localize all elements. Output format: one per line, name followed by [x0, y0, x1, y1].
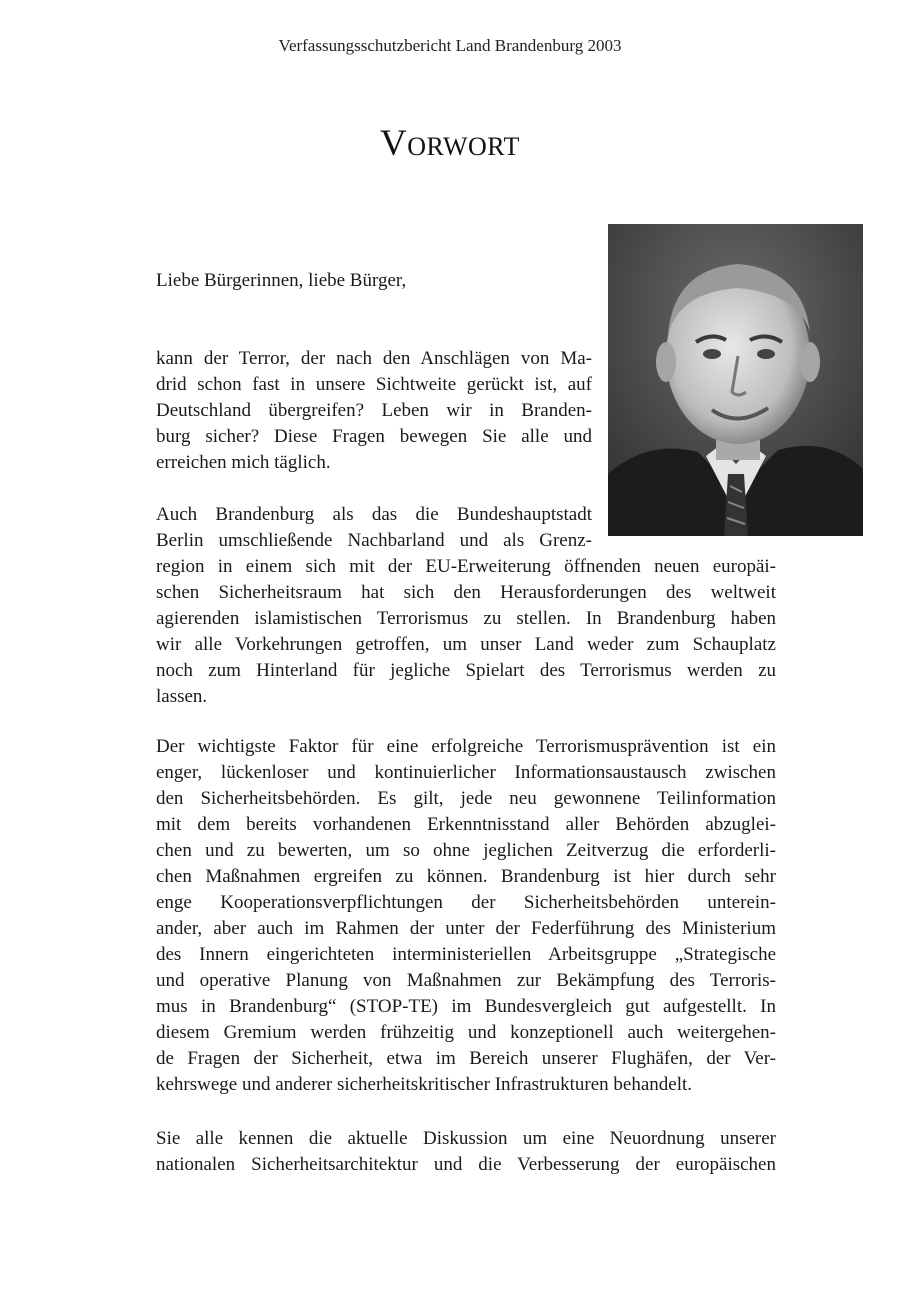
text-line: enge Kooperationsverpflichtungen der Sicherheitsbehörden unterein- — [156, 892, 776, 913]
text-line: burg sicher? Diese Fragen bewegen Sie alle und — [156, 426, 592, 447]
paragraph-1 — [156, 346, 592, 476]
text-line: Auch Brandenburg als das die Bundeshauptstadt — [156, 504, 592, 525]
portrait-icon — [608, 224, 863, 536]
text-line: agierenden islamistischen Terrorismus zu stellen. In Brandenburg haben — [156, 608, 776, 629]
running-header: Verfassungsschutzbericht Land Brandenburg 2003 — [278, 36, 622, 55]
text-line: kehrswege und anderer sicherheitskritischer Infrastrukturen behandelt. — [156, 1074, 693, 1095]
text-line: Sie alle kennen die aktuelle Diskussion um eine Neuordnung unserer — [156, 1128, 776, 1149]
paragraph-4 — [156, 1126, 776, 1178]
text-line: ander, aber auch im Rahmen der unter der Federführung des Ministerium — [156, 918, 776, 939]
page-title: Vorwort — [380, 123, 520, 164]
salutation: Liebe Bürgerinnen, liebe Bürger, — [156, 270, 407, 291]
text-line: und operative Planung von Maßnahmen zur Bekämpfung des Terroris- — [156, 970, 776, 991]
text-line: region in einem sich mit der EU-Erweiterung öffnenden neuen europäi- — [156, 556, 776, 577]
text-line: mit dem bereits vorhandenen Erkenntnisstand aller Behörden abzuglei- — [156, 814, 776, 835]
paragraph-2 — [156, 502, 776, 710]
text-line: erreichen mich täglich. — [156, 452, 331, 473]
text-line: de Fragen der Sicherheit, etwa im Bereich unserer Flughäfen, der Ver- — [156, 1048, 776, 1069]
text-line: drid schon fast in unsere Sichtweite gerückt ist, auf — [156, 374, 592, 395]
text-line: Berlin umschließende Nachbarland und als Grenz- — [156, 530, 592, 551]
text-line: diesem Gremium werden frühzeitig und konzeptionell auch weitergehen- — [156, 1022, 776, 1043]
paragraph-3 — [156, 734, 776, 1098]
text-line: wir alle Vorkehrungen getroffen, um unser Land weder zum Schauplatz — [156, 634, 776, 655]
text-line: mus in Brandenburg“ (STOP-TE) im Bundesvergleich gut aufgestellt. In — [156, 996, 776, 1017]
text-line: noch zum Hinterland für jegliche Spielart des Terrorismus werden zu — [156, 660, 776, 681]
text-line: lassen. — [156, 686, 208, 707]
text-line: Der wichtigste Faktor für eine erfolgreiche Terrorismusprävention ist ein — [156, 736, 776, 757]
text-line: chen und zu bewerten, um so ohne jeglichen Zeitverzug die erforderli- — [156, 840, 776, 861]
text-line: schen Sicherheitsraum hat sich den Herausforderungen des weltweit — [156, 582, 776, 603]
portrait-photo — [608, 224, 863, 536]
text-line: des Innern eingerichteten interministeriellen Arbeitsgruppe „Strategische — [156, 944, 776, 965]
text-line: nationalen Sicherheitsarchitektur und die Verbesserung der europäischen — [156, 1154, 776, 1175]
text-line: Deutschland übergreifen? Leben wir in Branden- — [156, 400, 592, 421]
text-line: kann der Terror, der nach den Anschlägen von Ma- — [156, 348, 592, 369]
text-line: den Sicherheitsbehörden. Es gilt, jede neu gewonnene Teilinformation — [156, 788, 776, 809]
text-line: enger, lückenloser und kontinuierlicher Informationsaustausch zwischen — [156, 762, 776, 783]
text-line: chen Maßnahmen ergreifen zu können. Brandenburg ist hier durch sehr — [156, 866, 776, 887]
